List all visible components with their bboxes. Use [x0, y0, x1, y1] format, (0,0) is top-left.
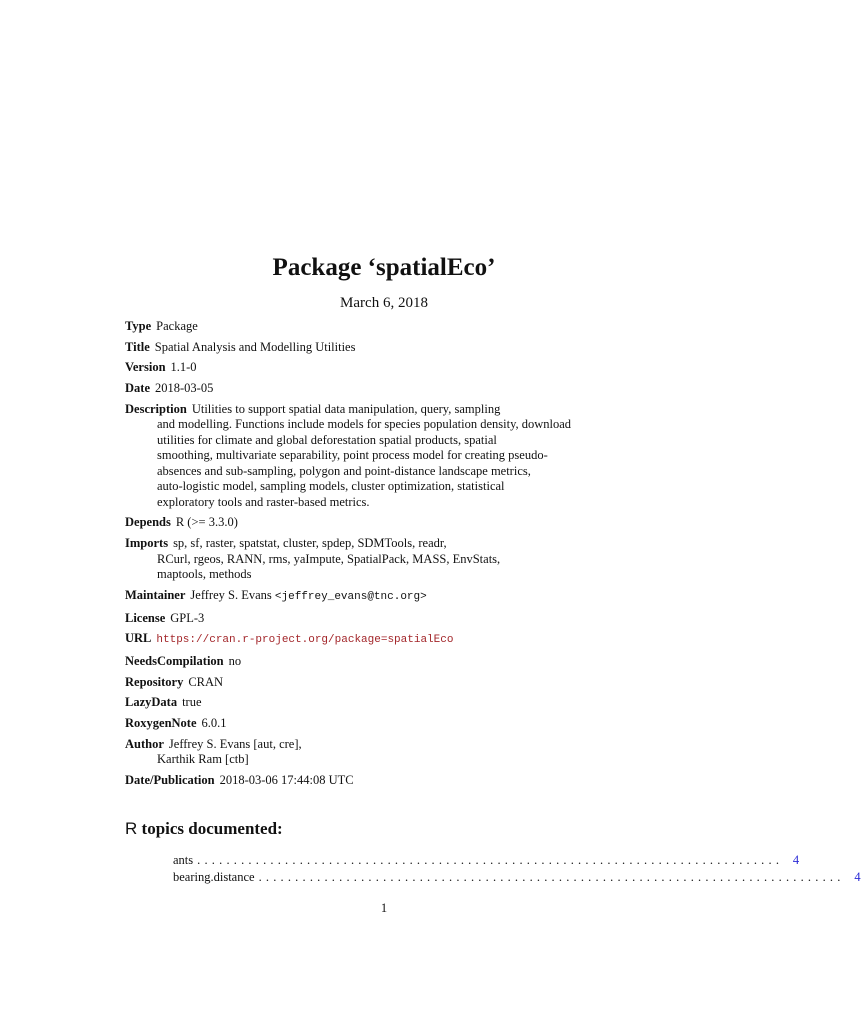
field-depends: [125, 515, 595, 531]
toc-entry-name: bearing.distance: [173, 870, 255, 884]
package-title: Package ‘spatialEco’: [272, 254, 496, 281]
field-first-line: [125, 716, 595, 732]
field-first-line: [125, 773, 595, 789]
field-key: Maintainer: [125, 587, 186, 602]
field-needscompilation: [125, 654, 595, 670]
field-value: Utilities to support spatial data manipulation, query, sampling: [191, 401, 501, 416]
maintainer-email: <jeffrey_evans@tnc.org>: [274, 590, 427, 603]
field-continuation-line: smoothing, multivariate separability, point process model for creating pseudo-: [157, 448, 548, 463]
field-value: 2018-03-06 17:44:08 UTC: [219, 772, 354, 787]
field-key: Imports: [125, 536, 169, 551]
field-value: Jeffrey S. Evans: [190, 587, 272, 602]
field-key: Version: [125, 360, 166, 375]
field-value: true: [182, 695, 202, 710]
field-continuation-line: Karthik Ram [ctb]: [157, 752, 249, 767]
field-date: [125, 381, 595, 397]
field-first-line: [125, 631, 595, 649]
field-first-line: [125, 611, 595, 627]
toc-entry-name: ants: [173, 853, 194, 867]
field-roxygennote: [125, 716, 595, 732]
field-key: Date/Publication: [125, 772, 215, 787]
field-key: URL: [125, 631, 152, 646]
field-first-line: [125, 360, 595, 376]
section-heading-prefix: R: [125, 819, 138, 838]
field-continuation-line: exploratory tools and raster-based metrics.: [157, 494, 370, 509]
field-imports: [125, 536, 595, 583]
field-value: R (>= 3.3.0): [175, 515, 238, 530]
field-continuation-line: auto-logistic model, sampling models, cluster optimization, statistical: [157, 479, 505, 494]
page-number: 1: [380, 901, 388, 915]
field-license: [125, 611, 595, 627]
field-key: License: [125, 610, 166, 625]
field-key: Author: [125, 736, 164, 751]
field-value: 2018-03-05: [155, 381, 214, 396]
field-key: Description: [125, 401, 187, 416]
field-first-line: [125, 536, 595, 552]
field-first-line: [125, 319, 595, 335]
field-value: Spatial Analysis and Modelling Utilities: [154, 339, 356, 354]
section-heading: [125, 818, 283, 840]
field-first-line: [125, 340, 595, 356]
field-first-line: [125, 675, 595, 691]
field-continuation-line: RCurl, rgeos, RANN, rms, yaImpute, SpatialPack, MASS, EnvStats,: [157, 551, 501, 566]
url-link[interactable]: https://cran.r-project.org/package=spatialEco: [156, 634, 454, 647]
field-date-publication: [125, 773, 595, 789]
field-value: no: [228, 653, 242, 668]
field-value: Package: [156, 319, 198, 333]
field-first-line: [125, 588, 595, 606]
field-first-line: [125, 381, 595, 397]
field-type: [125, 319, 595, 335]
toc-entry[interactable]: [173, 852, 800, 869]
field-value: sp, sf, raster, spatstat, cluster, spdep, SDMTools, readr,: [173, 536, 447, 551]
toc-entry[interactable]: [173, 869, 861, 886]
field-continuation-line: utilities for climate and global deforestation spatial products, spatial: [157, 432, 497, 447]
field-first-line: [125, 515, 595, 531]
field-value: 1.1-0: [170, 360, 197, 375]
field-value: 6.0.1: [201, 715, 227, 730]
toc-page-link[interactable]: 4: [792, 853, 800, 867]
field-key: Type: [125, 319, 152, 333]
field-value: CRAN: [188, 674, 224, 689]
field-key: Date: [125, 381, 150, 396]
field-key: Repository: [125, 674, 184, 689]
toc-leader-dots: ................................................................................: [258, 870, 845, 884]
field-repository: [125, 675, 595, 691]
field-description: [125, 402, 595, 511]
field-continuation-line: absences and sub-sampling, polygon and point-distance landscape metrics,: [157, 463, 531, 478]
field-continuation-line: and modelling. Functions include models for species population density, download: [157, 417, 572, 432]
field-key: Depends: [125, 515, 171, 530]
field-version: [125, 360, 595, 376]
field-key: Title: [125, 339, 150, 354]
field-key: RoxygenNote: [125, 715, 197, 730]
toc-leader-dots: ................................................................................: [197, 853, 784, 867]
field-first-line: [125, 654, 595, 670]
field-key: LazyData: [125, 695, 178, 710]
field-key: NeedsCompilation: [125, 653, 224, 668]
section-heading-text: topics documented:: [141, 819, 283, 838]
toc-page-link[interactable]: 4: [854, 870, 861, 884]
field-first-line: [125, 737, 595, 753]
field-continuation-line: maptools, methods: [157, 567, 252, 582]
field-first-line: [125, 402, 595, 418]
document-date: March 6, 2018: [340, 295, 428, 311]
field-value: GPL-3: [170, 610, 205, 625]
field-title: [125, 340, 595, 356]
field-maintainer: [125, 588, 595, 606]
topics-table-of-contents: [173, 852, 861, 886]
field-lazydata: [125, 695, 595, 711]
description-fields: [125, 319, 595, 794]
field-url: [125, 631, 595, 649]
field-value: Jeffrey S. Evans [aut, cre],: [168, 736, 302, 751]
field-first-line: [125, 695, 595, 711]
field-author: [125, 737, 595, 768]
